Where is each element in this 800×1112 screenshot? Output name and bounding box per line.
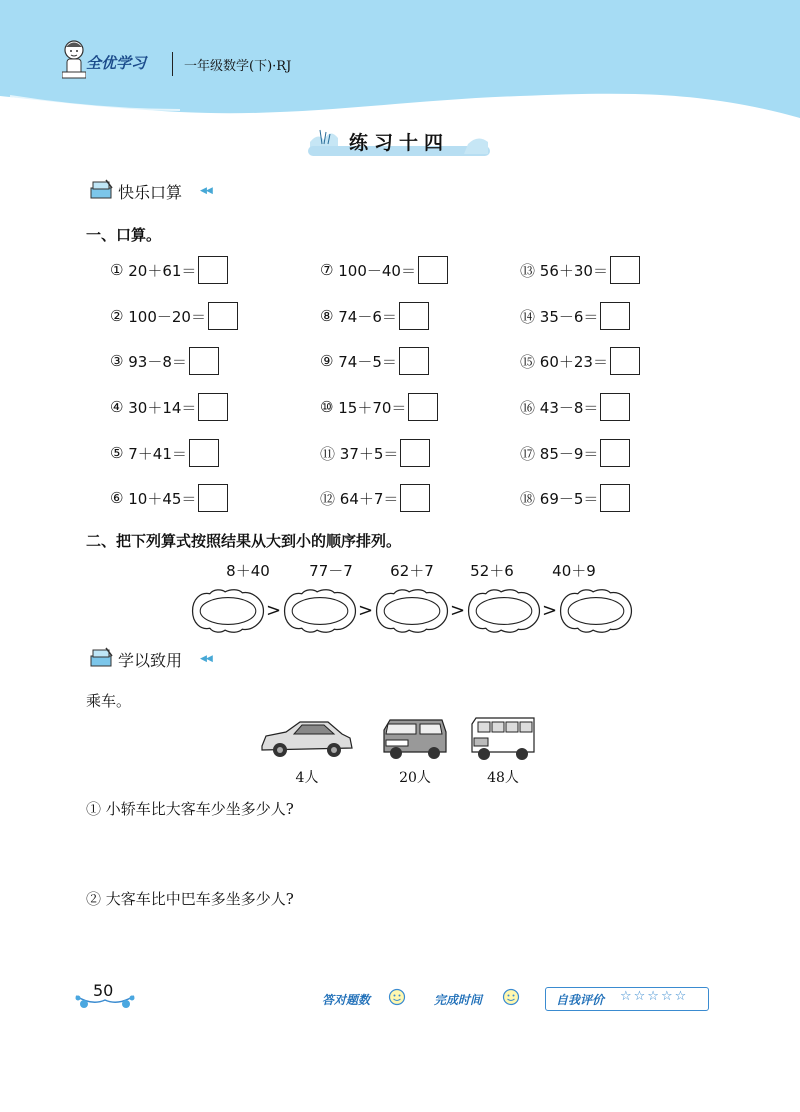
problem-num: ⑫: [320, 489, 336, 508]
answer-flower-3[interactable]: [374, 588, 450, 634]
expression-4: 52＋6: [470, 562, 514, 580]
word-question-2: ② 大客车比中巴车多坐多少人?: [86, 890, 294, 908]
answer-flower-1[interactable]: [190, 588, 266, 634]
expression-2: 77－7: [309, 562, 353, 580]
smiley-icon: [388, 988, 406, 1006]
greater-than-sign: >: [266, 600, 282, 621]
answer-box[interactable]: [198, 393, 228, 421]
problem-5: [110, 439, 219, 467]
problem-expr: 56＋30＝: [539, 261, 608, 280]
answer-box[interactable]: [610, 256, 640, 284]
problem-2: [110, 302, 238, 330]
problem-expr: 74－6＝: [338, 307, 397, 326]
answer-box[interactable]: [208, 302, 238, 330]
word-question-1: ① 小轿车比大客车少坐多少人?: [86, 800, 294, 818]
problem-expr: 30＋14＝: [128, 398, 197, 417]
problem-expr: 43－8＝: [539, 398, 599, 417]
sedan-capacity: 4人: [295, 770, 319, 786]
problem-12: [320, 484, 430, 512]
answer-box[interactable]: [198, 484, 228, 512]
problem-expr: 85－9＝: [539, 444, 599, 463]
answer-box[interactable]: [600, 439, 630, 467]
problem-expr: 37＋5＝: [339, 444, 399, 463]
section-title-apply: 学以致用: [118, 651, 183, 670]
problem-expr: 100－40＝: [338, 261, 416, 280]
minibus-icon: [380, 716, 450, 762]
problem-expr: 60＋23＝: [539, 352, 608, 371]
problem-num: ⑭: [520, 307, 536, 326]
problem-num: ⑧: [320, 307, 334, 325]
answer-box[interactable]: [600, 393, 630, 421]
problem-num: ⑪: [320, 444, 336, 463]
problem-expr: 7＋41＝: [128, 444, 187, 463]
problem-expr: 10＋45＝: [128, 489, 197, 508]
problem-expr: 35－6＝: [539, 307, 599, 326]
expression-5: 40＋9: [552, 562, 596, 580]
rating-stars[interactable]: ☆☆☆☆☆: [620, 989, 689, 1004]
answer-box[interactable]: [400, 484, 430, 512]
problem-17: [520, 439, 630, 467]
problem-15: [520, 347, 640, 375]
problem-num: ⑰: [520, 444, 536, 463]
answer-box[interactable]: [198, 256, 228, 284]
problem-expr: 64＋7＝: [339, 489, 399, 508]
problem-7: [320, 256, 448, 284]
problem-num: ⑦: [320, 261, 334, 279]
answer-box[interactable]: [189, 347, 219, 375]
page-title: 练习十四: [348, 132, 449, 154]
problem-expr: 74－5＝: [338, 352, 397, 371]
greater-than-sign: >: [542, 600, 558, 621]
problem-num: ⑤: [110, 444, 124, 462]
problem-expr: 20＋61＝: [128, 261, 197, 280]
problem-num: ⑥: [110, 489, 124, 507]
question-1-title: 一、口算。: [86, 226, 162, 244]
greater-than-sign: >: [358, 600, 374, 621]
problem-expr: 15＋70＝: [338, 398, 407, 417]
problem-num: ①: [110, 261, 124, 279]
arrows-icon: ◀◀: [200, 654, 212, 664]
problem-18: [520, 484, 630, 512]
answer-flower-4[interactable]: [466, 588, 542, 634]
bus-capacity: 48人: [487, 770, 519, 786]
problem-num: ⑬: [520, 261, 536, 280]
header-divider: [172, 52, 173, 76]
problem-3: [110, 347, 219, 375]
answer-box[interactable]: [600, 302, 630, 330]
problem-num: ⑱: [520, 489, 536, 508]
problem-expr: 93－8＝: [128, 352, 187, 371]
problem-6: [110, 484, 228, 512]
problem-11: [320, 439, 430, 467]
books-icon: [90, 178, 114, 200]
arrows-icon: ◀◀: [200, 186, 212, 196]
problem-8: [320, 302, 429, 330]
answer-flower-5[interactable]: [558, 588, 634, 634]
bus-icon: [468, 714, 538, 762]
correct-count-label: 答对题数: [322, 993, 371, 1007]
completion-time-label: 完成时间: [434, 993, 483, 1007]
problem-num: ④: [110, 398, 124, 416]
sedan-icon: [258, 718, 354, 760]
problem-13: [520, 256, 640, 284]
problem-num: ⑯: [520, 398, 536, 417]
problem-num: ⑩: [320, 398, 334, 416]
problem-14: [520, 302, 630, 330]
book-title: 一年级数学(下)·RJ: [184, 59, 292, 74]
expression-1: 8＋40: [226, 562, 270, 580]
problem-expr: 69－5＝: [539, 489, 599, 508]
smiley-icon: [502, 988, 520, 1006]
problem-9: [320, 347, 429, 375]
books-icon: [90, 646, 114, 668]
question-2-title: 二、把下列算式按照结果从大到小的顺序排列。: [86, 532, 402, 550]
expression-3: 62＋7: [390, 562, 434, 580]
answer-box[interactable]: [189, 439, 219, 467]
answer-box[interactable]: [600, 484, 630, 512]
answer-box[interactable]: [418, 256, 448, 284]
problem-4: [110, 393, 228, 421]
question-3-title: 乘车。: [86, 692, 132, 710]
section-title-quick-calc: 快乐口算: [118, 183, 183, 202]
minibus-capacity: 20人: [399, 770, 431, 786]
self-rating-label: 自我评价: [556, 993, 605, 1007]
answer-box[interactable]: [399, 302, 429, 330]
problem-16: [520, 393, 630, 421]
answer-flower-2[interactable]: [282, 588, 358, 634]
page-number: 50: [93, 981, 114, 1000]
greater-than-sign: >: [450, 600, 466, 621]
problem-expr: 100－20＝: [128, 307, 206, 326]
problem-num: ⑨: [320, 352, 334, 370]
answer-box[interactable]: [610, 347, 640, 375]
problem-10: [320, 393, 438, 421]
mascot-icon: [62, 38, 86, 86]
answer-box[interactable]: [399, 347, 429, 375]
problem-num: ③: [110, 352, 124, 370]
brand-logo-text: 全优学习: [86, 54, 147, 72]
answer-box[interactable]: [408, 393, 438, 421]
answer-box[interactable]: [400, 439, 430, 467]
problem-num: ⑮: [520, 352, 536, 371]
problem-num: ②: [110, 307, 124, 325]
problem-1: [110, 256, 228, 284]
